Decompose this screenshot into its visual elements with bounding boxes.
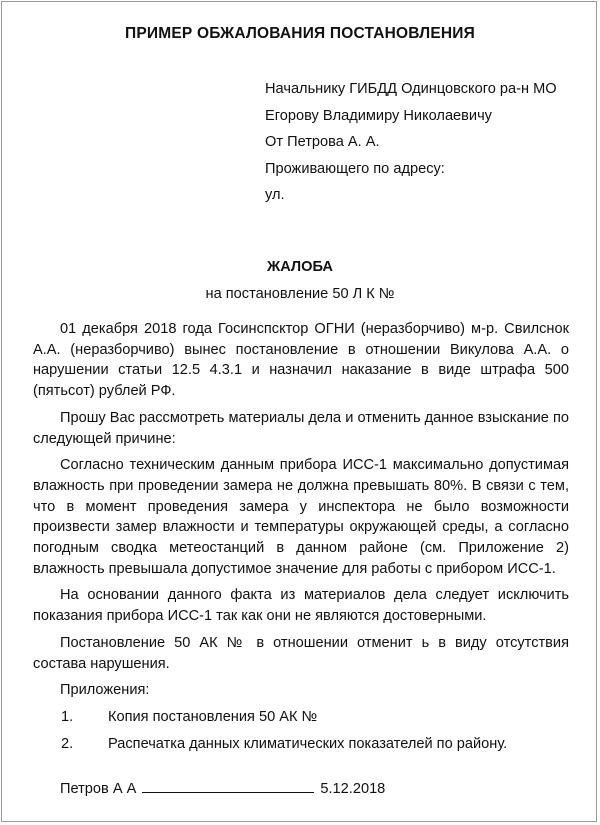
attachments-title: Приложения: (60, 682, 150, 699)
attachment-item (33, 707, 569, 728)
attachment-number: 1. (61, 708, 74, 725)
signature-line (60, 780, 385, 797)
attachment-item (33, 734, 569, 755)
paragraph: Прошу Вас рассмотреть материалы дела и отменить данное взыскание по следующей причине: (33, 409, 569, 447)
complaint-heading: ЖАЛОБА (267, 259, 333, 275)
address-line: От Петрова А. А. (265, 134, 380, 150)
complaint-subheading: на постановление 50 Л К № (205, 286, 395, 302)
attachment-text: Копия постановления 50 АК № (108, 708, 318, 725)
signature-underline (142, 780, 314, 793)
address-line: Проживающего по адресу: (265, 160, 445, 177)
paragraph: Постановление 50 АК № в отношении отменит ь в виду отсутствия состава нарушения. (33, 634, 569, 672)
address-line: Егорову Владимиру Николаевичу (265, 107, 492, 124)
address-block (265, 76, 557, 209)
document-body (33, 319, 569, 760)
paragraph: Согласно техническим данным прибора ИСС-1 максимально допустимая влажность при проведении замера не должна превышать 80%. В связи с тем, что в момент проведения замера у инспектора не было возможности произвести замер влажности и температуры окружающей среды, а согласно погодным сводка метеостанций в данном районе (см. Приложение 2) влажность превышала допустимое значение для работы с прибором ИСС-1. (33, 457, 569, 577)
attachment-number: 2. (61, 735, 74, 752)
signature-date: 5.12.2018 (320, 781, 386, 797)
address-line: Начальнику ГИБДД Одинцовского ра-н МО (265, 81, 557, 97)
document-title: ПРИМЕР ОБЖАЛОВАНИЯ ПОСТАНОВЛЕНИЯ (125, 25, 475, 42)
signer-name: Петров А А (60, 781, 137, 797)
paragraph: На основании данного факта из материалов дела следует исключить показания прибора ИСС-1 так как они не являются достоверными. (33, 587, 569, 625)
address-line: ул. (265, 187, 285, 203)
paragraph: 01 декабря 2018 года Госинспсктор ОГНИ (неразборчиво) м-р. Свилснок А.А. (неразборчиво) вынес постановление в отношении Викулова А.А. о нарушении статьи 12.5 4.3.1 и назначил наказание в виде штрафа 500 (пятьсот) рублей РФ. (33, 321, 569, 400)
attachment-text: Распечатка данных климатических показателей по району. (108, 735, 508, 752)
